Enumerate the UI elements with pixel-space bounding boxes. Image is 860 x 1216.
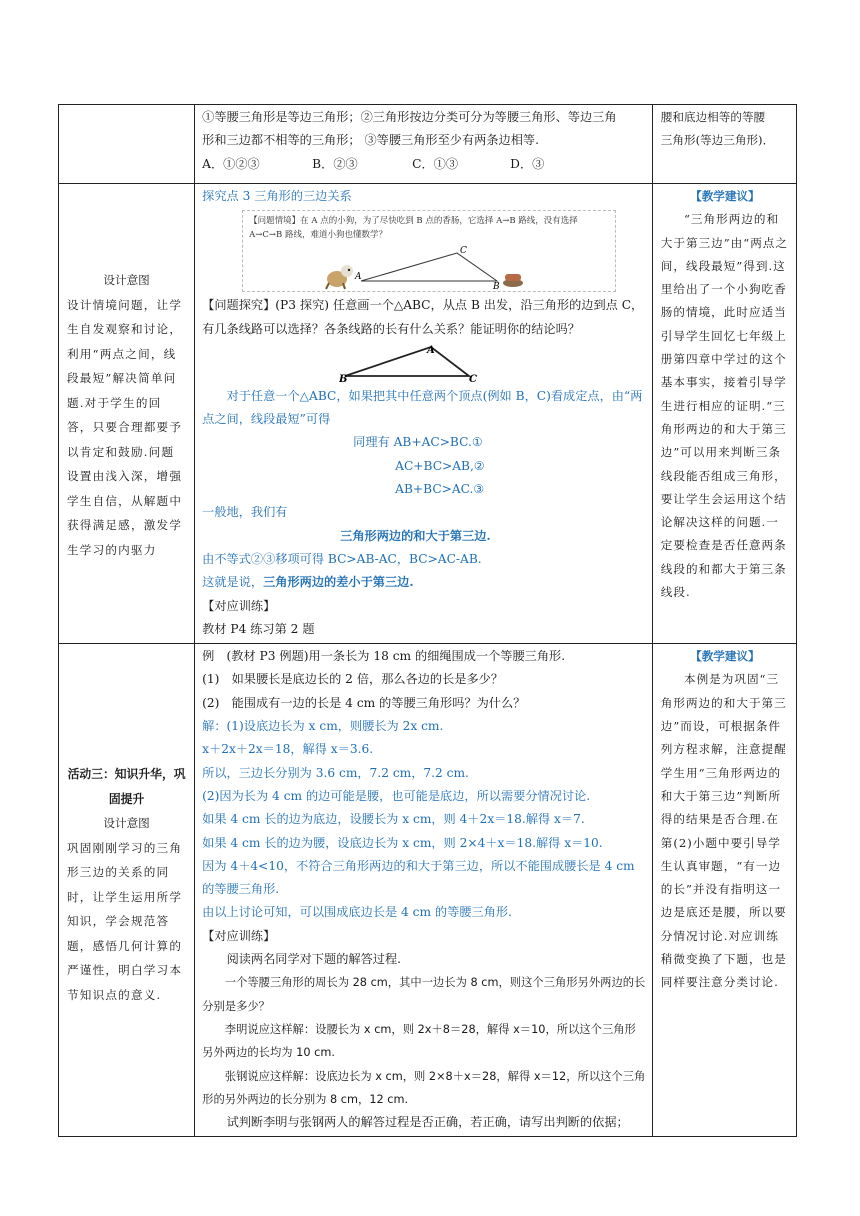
situation-text: 【问题情境】在 A 点的小狗，为了尽快吃到 B 点的香肠，它选择 A→B 路线，没有选择 A→C→B 路线，难道小狗也懂数学？ (249, 216, 578, 241)
example-question-1: (1) 如果腰长是底边长的 2 倍，那么各边的长是多少？ (202, 672, 504, 687)
dog-icon (326, 265, 353, 289)
teaching-suggestion-text: 本例是为巩固“三角形两边的和大于第三边”而设，可根据条件列方程求解，注意提醒学生用“三角形两边的和大于第三边”判断所得的结果是否合理.在第(2)小题中要引导学生认真审题，“有一边的长”并没有指明这一边是底还是腰，所以要分情况讨论.对应训练稍微变换了下题，也是同样要注意分类讨论. (660, 672, 787, 990)
theorem-difference: 三角形两边的差小于第三边. (263, 575, 414, 590)
sausage-icon (503, 274, 523, 287)
vertex-a-label: A (427, 344, 435, 356)
general-statement: 一般地，我们有 (202, 505, 288, 520)
example-cell (195, 644, 653, 1137)
solution-line: 因为 4＋4<10，不符合三角形两边的和大于第三边，所以不能围成腰长是 4 cm 的等腰三角形. (202, 858, 635, 897)
design-intent-text: 设计情境问题，让学生自发观察和讨论，利用“两点之间，线段最短”解决简单问题.对于学生的回答，只要合理都要予以肯定和鼓励.问题设置由浅入深，增强学生自信，从解题中获得满足感，激发学生学习的内驱力 (67, 297, 183, 557)
teaching-suggestion-title: 【教学建议】 (690, 189, 760, 203)
exploration-cell (195, 184, 653, 644)
explore-question: 【问题探究】(P3 探究) 任意画一个△ABC，从点 B 出发，沿三角形的边到点 C，有几条线路可以选择？各条线路的长有什么关系？能证明你的结论吗？ (202, 298, 644, 336)
solution-line: (2)因为长为 4 cm 的边可能是腰，也可能是底边，所以需要分情况讨论. (202, 788, 591, 803)
quiz-statement-line: ①等腰三角形是等边三角形；②三角形按边分类可分为等腰三角形、等边三角 (202, 110, 617, 124)
solution-line: 由以上讨论可知，可以围成底边长是 4 cm 的等腰三角形. (202, 905, 512, 920)
vertex-b-label: B (339, 373, 348, 383)
theorem-difference-prefix: 这就是说， (202, 575, 264, 590)
practice-read: 阅读两名同学对下题的解答过程. (226, 952, 402, 967)
design-intent-title: 设计意图 (103, 273, 150, 287)
table-row (59, 644, 797, 1137)
teaching-suggestion-title: 【教学建议】 (690, 649, 760, 664)
choice-c: C．①③ (412, 156, 459, 171)
section-heading: 探究点 3 三角形的三边关系 (202, 189, 352, 203)
quiz-choices (202, 153, 646, 176)
choice-b: B．②③ (312, 156, 358, 171)
situation-illustration (242, 210, 616, 292)
inequality-3: AB+BC>AC.③ (395, 482, 485, 497)
solution-line: 如果 4 cm 长的边为底边，设腰长为 x cm，则 4＋2x＝18.解得 x＝7. (202, 812, 585, 827)
dog-sausage-triangle-figure (243, 243, 615, 291)
table-row (59, 184, 797, 644)
middle-cell (195, 105, 653, 184)
activity-cell (59, 644, 195, 1137)
teaching-suggestion-cell (652, 644, 796, 1137)
answer-intro: 对于任意一个△ABC，如果把其中任意两个顶点(例如 B，C)看成定点，由“两点之间，线段最短”可得 (202, 388, 643, 427)
zhanggang-solution: 张钢说应这样解：设底边长为 x cm，则 2×8＋x＝28，解得 x＝12，所以这个三角形的另外两边的长分别为 8 cm，12 cm. (202, 1069, 646, 1106)
design-intent-cell (59, 184, 195, 644)
teaching-suggestion-cell (652, 184, 796, 644)
quiz-statement-line: 形和三边都不相等的三角形； ③等腰三角形至少有两条边相等. (202, 133, 539, 148)
theorem-difference-line (202, 571, 646, 594)
example-question-2: (2) 能围成有一边的长是 4 cm 的等腰三角形吗？为什么？ (202, 695, 526, 710)
solution-line: 解：(1)设底边长为 x cm，则腰长为 2x cm. (202, 719, 444, 734)
practice-text: 教材 P4 练习第 2 题 (202, 621, 315, 636)
example-statement: 例 (教材 P3 例题)用一条长为 18 cm 的细绳围成一个等腰三角形. (202, 649, 566, 664)
choice-a: A．①②③ (202, 156, 260, 171)
point-b-label: B (493, 282, 500, 292)
practice-label: 【对应训练】 (202, 928, 276, 943)
liming-solution: 李明说应这样解：设腰长为 x cm，则 2x＋8＝28，解得 x＝10，所以这个三角形另外两边的长均为 10 cm. (202, 1022, 636, 1060)
inequality-1: 同理有 AB+AC>BC.① (353, 435, 483, 450)
teaching-suggestion-text: “三角形两边的和大于第三边”由“两点之间，线段最短”得到.这里给出了一个小狗吃香肠的情境，此时应适当引导学生回忆七年级上册第四章中学过的这个基本事实，接着引导学生进行相应的证明.“三角形两边的和大于第三边”可以用来判断三条线段能否组成三角形，要让学生会运用这个结论解决这样的问题.一定要检查是否任意两条线段的和都大于第三条线段. (660, 212, 788, 600)
table-row (59, 105, 797, 184)
design-intent-title: 设计意图 (103, 816, 150, 831)
practice-problem: 一个等腰三角形的周长为 28 cm，其中一边长为 8 cm，则这个三角形另外两边的长分别是多少？ (202, 976, 646, 1013)
solution-line: 所以，三边长分别为 3.6 cm，7.2 cm，7.2 cm. (202, 765, 469, 780)
triangle-abc-figure (339, 343, 479, 383)
judge-question: 试判断李明与张钢两人的解答过程是否正确，若正确，请写出判断的依据； (226, 1115, 629, 1130)
practice-label: 【对应训练】 (202, 598, 276, 613)
side-cell (652, 105, 796, 184)
side-note-line: 三角形(等边三角形)． (660, 133, 775, 148)
solution-line: x＋2x＋2x＝18，解得 x＝3.6. (202, 742, 374, 757)
point-a-label: A (355, 272, 362, 283)
solution-line: 如果 4 cm 长的边为腰，设底边长为 x cm，则 2×4＋x＝18.解得 x＝10. (202, 835, 603, 850)
activity-title: 活动三：知识升华，巩固提升 (67, 767, 186, 806)
derivation: 由不等式②③移项可得 BC>AB-AC，BC>AC-AB. (202, 551, 482, 566)
theorem-sum: 三角形两边的和大于第三边. (340, 528, 491, 543)
lesson-plan-table (58, 104, 797, 1137)
choice-d: D．③ (510, 156, 545, 171)
vertex-c-label: C (469, 373, 478, 383)
side-note-line: 腰和底边相等的等腰 (660, 110, 766, 124)
left-cell-empty (59, 105, 195, 184)
design-intent-text: 巩固刚刚学习的三角形三边的关系的同时，让学生运用所学知识，学会规范答题，感悟几何计算的严谨性，明白学习本节知识点的意义. (67, 840, 183, 1002)
inequality-2: AC+BC>AB,② (395, 458, 485, 473)
point-c-label: C (460, 246, 468, 257)
